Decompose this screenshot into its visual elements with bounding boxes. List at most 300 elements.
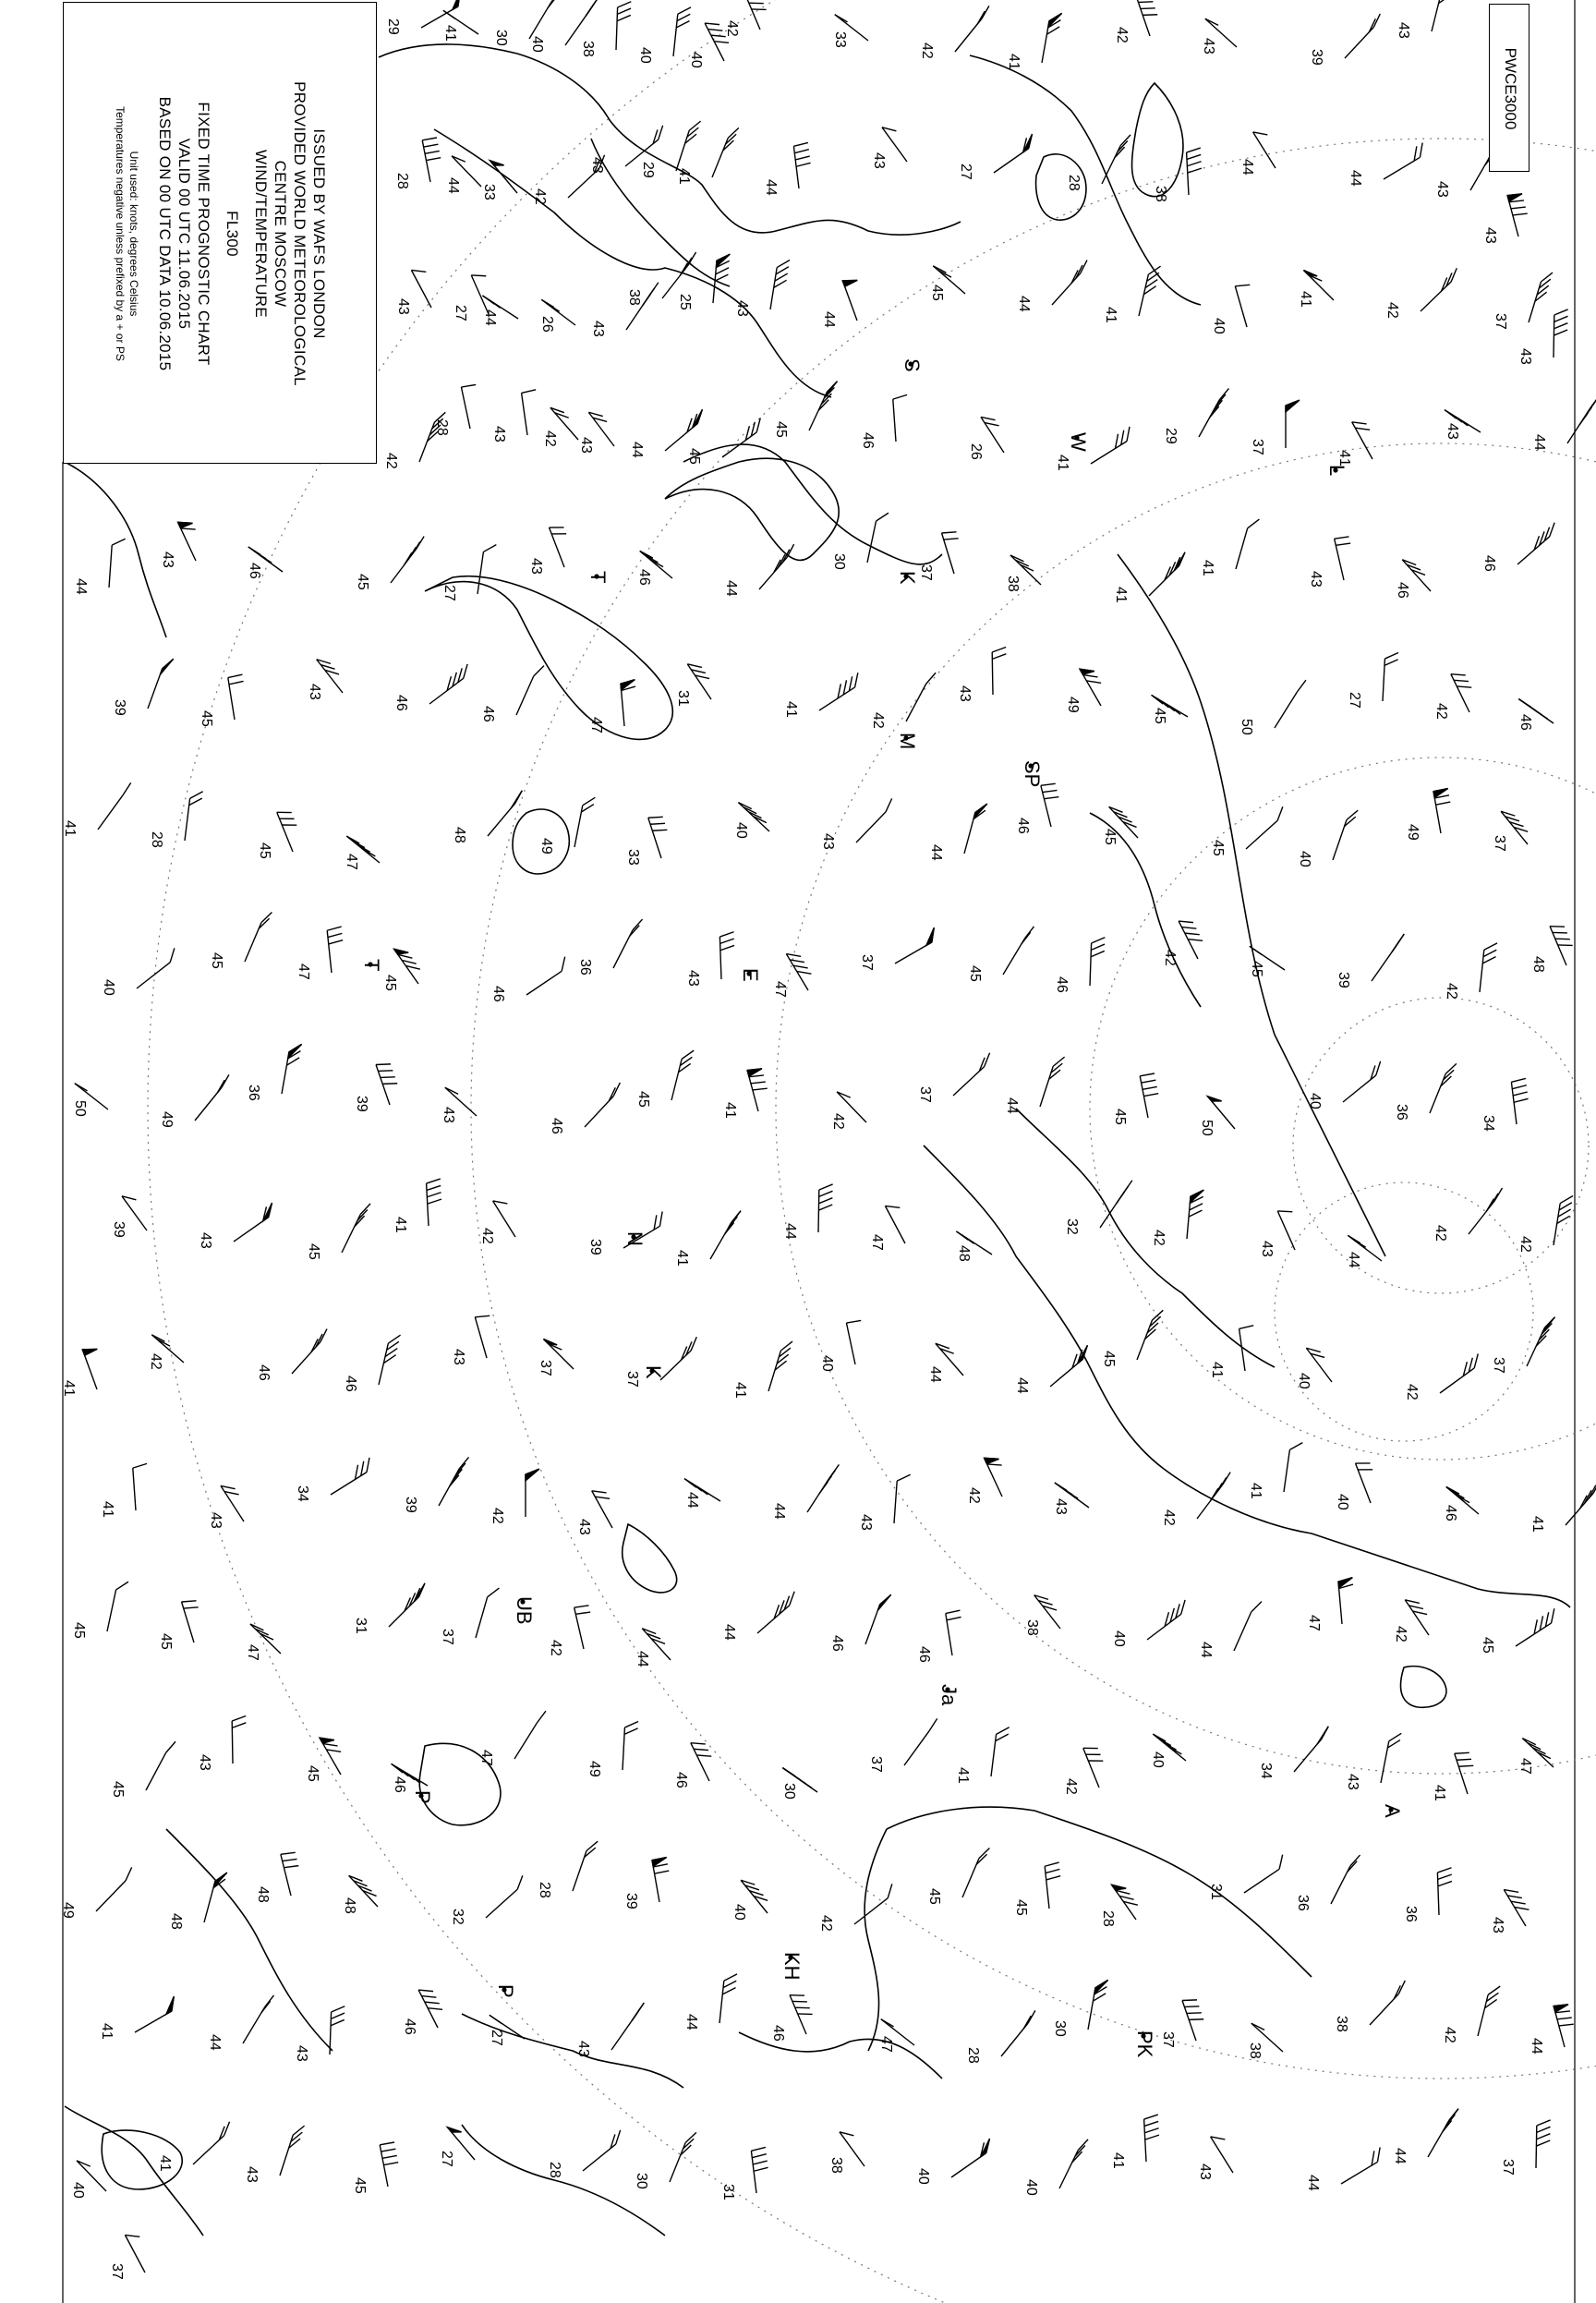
temperature-label: 37 xyxy=(538,1360,553,1376)
temperature-label: 45 xyxy=(382,975,398,991)
temperature-label: 30 xyxy=(831,553,847,570)
temperature-label: 44 xyxy=(207,2034,223,2051)
temperature-label: 45 xyxy=(635,1091,651,1108)
temperature-label: 43 xyxy=(441,1107,456,1123)
wind-barb xyxy=(670,2132,696,2182)
wind-barb xyxy=(461,384,476,429)
temperature-label: 32 xyxy=(1064,1218,1080,1235)
temperature-label: 44 xyxy=(723,580,739,597)
temperature-label: 50 xyxy=(1239,719,1254,735)
wind-barb xyxy=(1042,13,1062,63)
wind-barb xyxy=(1091,427,1130,464)
wind-barb xyxy=(719,932,734,979)
coastline-segment xyxy=(434,129,831,397)
wind-barb xyxy=(574,1606,590,1649)
station-label: UB xyxy=(513,1596,536,1625)
wind-barb xyxy=(1469,1188,1503,1234)
temperature-label: 42 xyxy=(724,20,740,37)
lake-outline xyxy=(665,458,839,560)
temperature-label: 46 xyxy=(770,2025,786,2042)
temperature-label: 45 xyxy=(1152,708,1167,724)
temperature-label: 43 xyxy=(820,833,836,850)
temperature-label: 48 xyxy=(956,1245,972,1262)
temperature-label: 42 xyxy=(532,188,548,205)
temperature-label: 46 xyxy=(247,563,262,579)
wind-barb xyxy=(904,1718,937,1765)
temperature-label: 41 xyxy=(674,1250,690,1267)
wind-barb xyxy=(1440,1353,1478,1393)
temperature-label: 46 xyxy=(673,1772,689,1788)
temperature-label: 33 xyxy=(832,31,848,48)
temperature-label: 40 xyxy=(1023,2179,1039,2196)
units-note: Unit used: knots, degrees Celsius xyxy=(127,151,140,317)
temperature-label: 28 xyxy=(965,2047,981,2064)
coastline-segment xyxy=(864,1829,887,2051)
temperature-label: 31 xyxy=(1208,1884,1224,1900)
station-label: T xyxy=(586,571,610,584)
temperature-label: 27 xyxy=(489,2030,504,2046)
temperature-label: 41 xyxy=(1110,2152,1126,2169)
temperature-label: 50 xyxy=(72,1100,88,1117)
wind-barb xyxy=(429,664,467,704)
temperature-label: 49 xyxy=(586,1761,602,1777)
temperature-label: 47 xyxy=(296,964,311,980)
temperature-label: 42 xyxy=(1433,1225,1448,1242)
wind-barb xyxy=(1236,519,1259,569)
wind-barb xyxy=(486,1875,523,1918)
wind-barb xyxy=(421,0,460,28)
wind-barb xyxy=(1144,2115,1159,2162)
temperature-label: 45 xyxy=(1249,961,1264,977)
wind-barb xyxy=(1554,309,1568,358)
temperature-label: 40 xyxy=(819,1355,835,1372)
temperature-label: 49 xyxy=(60,1902,76,1919)
wind-barb xyxy=(320,1738,341,1775)
wind-barb xyxy=(1211,2137,1233,2173)
wind-barb xyxy=(125,2235,145,2273)
wind-barb xyxy=(1187,148,1202,195)
wind-barb xyxy=(1517,523,1554,564)
wind-barb xyxy=(1516,1608,1554,1646)
temperature-label: 41 xyxy=(62,820,78,837)
temperature-label: 44 xyxy=(763,179,779,196)
temperature-label: 42 xyxy=(870,712,886,729)
chart-info-box xyxy=(63,2,377,464)
wind-barb xyxy=(660,1337,696,1380)
station-label: KH xyxy=(780,1952,804,1981)
wind-barb xyxy=(98,782,131,830)
temperature-label: 39 xyxy=(111,1221,127,1238)
temperature-label: 45 xyxy=(686,448,702,465)
wind-barb xyxy=(1554,1196,1573,1245)
temperature-label: 41 xyxy=(1055,455,1070,471)
temperature-label: 43 xyxy=(198,1232,213,1249)
wind-barb xyxy=(1428,2109,1458,2157)
temperature-label: 37 xyxy=(859,954,875,971)
temperature-label: 45 xyxy=(158,1633,174,1650)
wind-barb xyxy=(422,138,441,182)
temperature-label: 45 xyxy=(306,1243,321,1260)
wind-barb xyxy=(793,142,810,188)
temperature-label: 40 xyxy=(101,979,116,996)
temperature-label: 40 xyxy=(1111,1630,1127,1647)
temperature-label: 43 xyxy=(590,321,606,337)
temperature-label: 44 xyxy=(635,1651,650,1667)
wind-barb xyxy=(327,927,343,973)
temperature-label: 44 xyxy=(1529,2038,1544,2055)
wind-barb xyxy=(516,666,544,715)
wind-barb xyxy=(710,1211,741,1259)
wind-barb xyxy=(1284,1443,1302,1492)
temperature-label: 41 xyxy=(393,1217,408,1233)
wind-barb xyxy=(182,1601,199,1642)
wind-barb xyxy=(389,1583,425,1627)
temperature-label: 42 xyxy=(1442,2027,1457,2043)
temperature-label: 40 xyxy=(1335,1494,1350,1510)
wind-barb xyxy=(135,1996,174,2032)
lake-outline xyxy=(623,1524,677,1593)
temperature-label: 41 xyxy=(1113,587,1129,603)
station-label: K xyxy=(642,1365,665,1379)
wind-barb xyxy=(1294,1727,1328,1772)
temperature-label: 42 xyxy=(1151,1230,1167,1246)
wind-barb xyxy=(994,134,1032,173)
wind-barb xyxy=(1333,810,1358,860)
temperature-label: 40 xyxy=(688,52,704,68)
temperature-label: 38 xyxy=(828,2157,844,2174)
wind-barb xyxy=(1244,1855,1283,1893)
wind-barb xyxy=(906,673,936,721)
wind-barb xyxy=(1554,2005,1574,2047)
wind-barb xyxy=(146,1741,175,1790)
temperature-label: 45 xyxy=(1112,1109,1128,1125)
sign-note: Temperatures negative unless prefixed by a + or PS xyxy=(114,106,127,361)
temperature-label: 45 xyxy=(1480,1637,1495,1654)
temperature-label: 49 xyxy=(159,1111,175,1128)
wind-barb xyxy=(751,2147,768,2193)
lake-outline xyxy=(1132,83,1183,197)
temperature-label: 34 xyxy=(1258,1763,1274,1779)
wind-barb xyxy=(427,1179,441,1226)
temperature-label: 43 xyxy=(1396,22,1411,39)
temperature-label: 40 xyxy=(637,47,653,64)
wind-barb xyxy=(1235,285,1250,327)
temperature-label: 32 xyxy=(450,1909,466,1925)
wind-barb xyxy=(331,1458,369,1495)
temperature-label: 31 xyxy=(675,690,691,707)
temperature-label: 26 xyxy=(968,443,984,460)
temperature-label: 48 xyxy=(168,1913,184,1930)
temperature-label: 46 xyxy=(1517,714,1533,731)
wind-barb xyxy=(380,2142,398,2187)
temperature-label: 50 xyxy=(1199,1120,1215,1136)
wind-barb xyxy=(1383,652,1398,701)
temperature-label: 46 xyxy=(1395,582,1410,599)
temperature-label: 44 xyxy=(1198,1642,1214,1658)
wind-barb xyxy=(616,2,631,50)
temperature-label: 43 xyxy=(491,426,507,442)
wind-barb xyxy=(691,1743,711,1781)
station-label: S xyxy=(901,358,924,372)
wind-barb xyxy=(1182,2000,1203,2041)
temperature-label: 28 xyxy=(149,831,164,848)
temperature-label: 43 xyxy=(244,2166,260,2183)
station-label: P xyxy=(494,1984,517,1998)
temperature-label: 49 xyxy=(1065,697,1081,713)
wind-barb xyxy=(1405,1600,1429,1635)
temperature-label: 37 xyxy=(1250,439,1265,455)
wind-barb xyxy=(1199,388,1229,437)
wind-barb xyxy=(82,1349,97,1389)
temperature-label: 43 xyxy=(1308,571,1324,588)
wind-barb xyxy=(281,1852,298,1896)
wind-barb xyxy=(1197,1473,1230,1519)
temperature-label: 46 xyxy=(343,1376,358,1392)
temperature-label: 45 xyxy=(929,285,945,301)
wind-barb xyxy=(768,1341,792,1391)
temperature-label: 46 xyxy=(916,1646,932,1663)
wind-barb xyxy=(1331,1855,1360,1904)
temperature-label: 41 xyxy=(99,2023,115,2040)
temperature-label: 44 xyxy=(782,1223,798,1240)
temperature-label: 27 xyxy=(958,164,973,180)
temperature-label: 43 xyxy=(685,970,701,987)
temperature-label: 29 xyxy=(640,162,656,178)
temperature-label: 38 xyxy=(1334,2016,1349,2032)
temperature-label: 39 xyxy=(1336,972,1351,988)
temperature-label: 44 xyxy=(629,442,645,458)
wind-barb xyxy=(687,664,711,699)
temperature-label: 42 xyxy=(919,42,935,59)
temperature-label: 43 xyxy=(578,437,594,454)
wind-barb xyxy=(243,1995,273,2043)
temperature-label: 44 xyxy=(1346,1252,1361,1268)
station-label: N xyxy=(623,1231,647,1246)
temperature-label: 37 xyxy=(624,1371,640,1388)
temperature-label: 37 xyxy=(917,1086,933,1103)
temperature-label: 46 xyxy=(1015,818,1031,834)
station-label: SP xyxy=(1021,760,1044,788)
temperature-label: 47 xyxy=(772,981,788,998)
temperature-label: 27 xyxy=(439,2151,454,2167)
temperature-label: 43 xyxy=(307,684,322,700)
temperature-label: 39 xyxy=(623,1893,639,1909)
temperature-label: 40 xyxy=(1211,318,1227,334)
wind-barb xyxy=(1345,14,1380,58)
temperature-label: 41 xyxy=(1200,560,1215,576)
temperature-label: 44 xyxy=(1239,159,1255,176)
temperature-label: 38 xyxy=(1153,186,1168,202)
temperature-label: 27 xyxy=(441,585,457,601)
temperature-label: 41 xyxy=(157,2155,173,2172)
wind-barb xyxy=(1421,268,1457,311)
wind-barb xyxy=(1253,132,1276,168)
latitude-circle xyxy=(471,139,1596,2079)
temperature-label: 45 xyxy=(352,2177,368,2194)
temperature-label: 48 xyxy=(452,827,467,843)
temperature-label: 37 xyxy=(109,2263,125,2280)
temperature-label: 31 xyxy=(720,2184,736,2200)
temperature-label: 46 xyxy=(256,1364,272,1381)
wind-barb xyxy=(1083,1748,1104,1788)
temperature-label: 42 xyxy=(383,453,399,469)
wind-barb xyxy=(790,1995,813,2034)
wind-barb xyxy=(1527,1317,1555,1366)
wind-barb xyxy=(846,1320,861,1364)
wind-barb xyxy=(673,7,691,56)
temperature-label: 45 xyxy=(355,574,370,590)
temperature-label: 33 xyxy=(625,849,641,866)
temperature-label: 33 xyxy=(481,184,497,200)
temperature-label: 44 xyxy=(1348,170,1363,187)
wind-barb xyxy=(1277,1211,1295,1250)
wind-barb xyxy=(964,804,987,854)
wind-barb xyxy=(807,1464,839,1512)
wind-barb xyxy=(893,394,907,442)
wind-barb xyxy=(1550,927,1573,965)
coastline-segment xyxy=(65,2106,203,2236)
temperature-label: 38 xyxy=(580,41,596,57)
wind-barb xyxy=(573,1841,598,1891)
temperature-label: 43 xyxy=(1201,38,1216,55)
temperature-label: 43 xyxy=(871,152,887,169)
temperature-label: 36 xyxy=(246,1085,261,1101)
wind-barb xyxy=(1045,1862,1060,1909)
station-label: L xyxy=(1325,465,1348,477)
wind-barb xyxy=(1480,943,1497,992)
coastline-segment xyxy=(379,44,961,235)
temperature-label: 43 xyxy=(589,157,605,174)
temperature-label: 28 xyxy=(394,173,410,189)
temperature-label: 43 xyxy=(395,298,411,315)
temperature-label: 46 xyxy=(480,706,496,722)
temperature-label: 46 xyxy=(1054,976,1070,993)
wind-barb xyxy=(747,1069,768,1111)
wind-barb xyxy=(1370,1981,1405,2025)
temperature-label: 38 xyxy=(1005,576,1021,592)
temperature-label: 47 xyxy=(588,717,604,733)
chart-id-box xyxy=(1489,4,1530,172)
base-data-time: BASED ON 00 UTC DATA 10.06.2015 xyxy=(156,96,174,371)
wind-barb xyxy=(712,127,739,177)
wind-barb xyxy=(133,1463,147,1510)
wind-barb xyxy=(1372,934,1404,981)
temperature-label: 26 xyxy=(539,316,555,333)
wind-barb xyxy=(1507,194,1528,236)
wind-barb xyxy=(583,2130,621,2171)
wind-barb xyxy=(391,537,424,583)
temperature-label: 36 xyxy=(577,959,593,976)
temperature-label: 44 xyxy=(927,1366,943,1383)
temperature-label: 37 xyxy=(1492,835,1507,852)
wind-barb xyxy=(611,2003,644,2050)
wind-barb xyxy=(228,674,244,720)
temperature-label: 42 xyxy=(548,1640,563,1656)
station-label: Ja xyxy=(937,1684,961,1706)
temperature-label: 41 xyxy=(955,1767,971,1784)
wind-barb xyxy=(342,1204,370,1253)
temperature-label: 43 xyxy=(576,1519,592,1535)
coastline-segment xyxy=(683,444,942,564)
temperature-label: 44 xyxy=(73,578,89,595)
temperature-label: 38 xyxy=(1247,2042,1263,2059)
temperature-label: 43 xyxy=(858,1514,874,1531)
wind-barb xyxy=(109,539,126,588)
temperature-label: 37 xyxy=(1491,1357,1506,1374)
temperature-label: 41 xyxy=(61,1380,77,1397)
temperature-label: 49 xyxy=(1405,824,1421,841)
wind-barb xyxy=(648,817,668,858)
temperature-label: 44 xyxy=(1305,2175,1321,2191)
temperature-label: 41 xyxy=(1209,1362,1225,1378)
station-label: W xyxy=(1067,432,1090,452)
temperature-label: 42 xyxy=(1404,1384,1420,1400)
wind-barb xyxy=(1286,400,1300,448)
temperature-label: 28 xyxy=(1066,175,1082,191)
wind-barb xyxy=(623,1721,638,1770)
station-label: A xyxy=(1381,1804,1404,1818)
temperature-label: 39 xyxy=(403,1497,418,1513)
coastline-segment xyxy=(887,1807,1312,1977)
wind-barb xyxy=(493,1201,515,1237)
temperature-label: 44 xyxy=(821,311,837,328)
temperature-label: 46 xyxy=(1443,1505,1458,1521)
temperature-label: 39 xyxy=(1309,49,1324,66)
temperature-label: 47 xyxy=(1306,1615,1322,1631)
wind-barb xyxy=(981,417,1004,453)
temperature-label: 40 xyxy=(1297,851,1312,867)
temperature-label: 46 xyxy=(829,1635,845,1652)
wind-barb xyxy=(148,659,174,709)
temperature-label: 40 xyxy=(733,822,749,839)
temperature-label: 46 xyxy=(860,432,876,449)
temperature-label: 47 xyxy=(478,1750,494,1766)
latitude-circle xyxy=(1090,758,1596,1460)
wind-barb xyxy=(277,812,297,852)
temperature-label: 27 xyxy=(1347,692,1362,709)
wind-barb xyxy=(107,1582,128,1631)
wind-barb xyxy=(1352,422,1372,459)
wind-barb xyxy=(376,1064,397,1105)
wind-barb xyxy=(1102,135,1130,184)
temperature-label: 42 xyxy=(1433,703,1449,720)
chart-id-label: PWCE3000 xyxy=(1502,47,1519,130)
wind-barb xyxy=(613,919,643,968)
wind-barb xyxy=(526,1469,539,1517)
wind-barb xyxy=(488,791,522,836)
station-label: K xyxy=(896,571,919,585)
temperature-label: 44 xyxy=(1392,2148,1408,2164)
wind-barb xyxy=(1147,1600,1185,1640)
wind-barb xyxy=(1504,1890,1529,1926)
temperature-label: 43 xyxy=(1053,1498,1069,1515)
wind-barb xyxy=(178,522,196,561)
lake-outline xyxy=(425,576,672,740)
temperature-label: 41 xyxy=(1006,54,1022,70)
temperature-label: 31 xyxy=(353,1618,369,1634)
temperature-label: 43 xyxy=(208,1512,224,1529)
temperature-label: 43 xyxy=(1259,1241,1275,1257)
wind-barb xyxy=(1187,1190,1203,1239)
temperature-label: 43 xyxy=(1517,348,1533,365)
temperature-label: 47 xyxy=(344,854,359,870)
temperature-label: 41 xyxy=(1432,1785,1447,1801)
temperature-label: 40 xyxy=(1296,1373,1312,1389)
temperature-label: 36 xyxy=(1394,1104,1409,1121)
wind-barb xyxy=(1275,680,1306,728)
temperature-label: 43 xyxy=(957,685,973,702)
temperature-label: 42 xyxy=(1384,302,1400,319)
